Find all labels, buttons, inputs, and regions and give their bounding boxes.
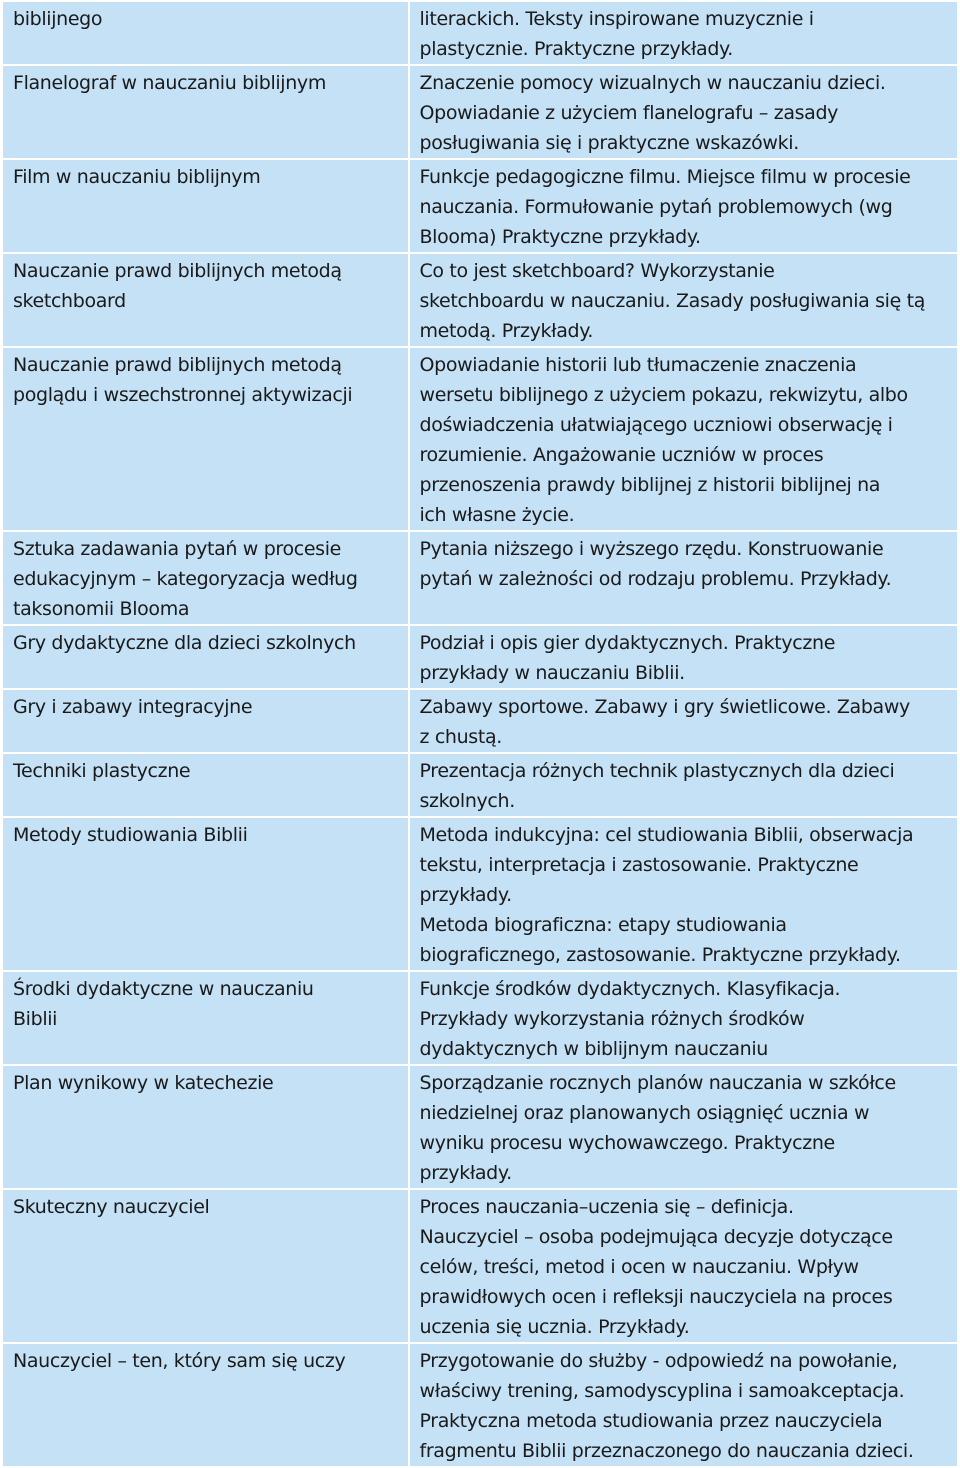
topic-cell: Nauczanie prawd biblijnych metodą sketchboard [2,253,409,347]
description-cell: Opowiadanie historii lub tłumaczenie znaczenia wersetu biblijnego z użyciem pokazu, rekwizytu, albo doświadczenia ułatwiającego uczniowi obserwację i rozumienie. Angażowanie uczniów w proces przenoszenia prawdy biblijnej z historii biblijnej na ich własne życie. [409,347,959,531]
table-row [2,817,958,971]
description-cell: Sporządzanie rocznych planów nauczania w szkółce niedzielnej oraz planowanych osiągnięć ucznia w wyniku procesu wychowawczego. Praktyczne przykłady. [409,1065,959,1189]
topic-cell: Plan wynikowy w katechezie [2,1065,409,1189]
topic-cell: Flanelograf w nauczaniu biblijnym [2,65,409,159]
description-cell: Co to jest sketchboard? Wykorzystanie sketchboardu w nauczaniu. Zasady posługiwania się tą metodą. Przykłady. [409,253,959,347]
description-cell: Znaczenie pomocy wizualnych w nauczaniu dzieci. Opowiadanie z użyciem flanelografu – zasady posługiwania się i praktyczne wskazówki. [409,65,959,159]
topic-cell: Nauczanie prawd biblijnych metodą poglądu i wszechstronnej aktywizacji [2,347,409,531]
table-row [2,753,958,817]
topic-cell: Techniki plastyczne [2,753,409,817]
description-cell: Proces nauczania–uczenia się – definicja. Nauczyciel – osoba podejmująca decyzje dotyczące celów, treści, metod i ocen w nauczaniu. Wpływ prawidłowych ocen i refleksji nauczyciela na proces uczenia się ucznia. Przykłady. [409,1189,959,1343]
table-row [2,1189,958,1343]
topic-cell: Gry dydaktyczne dla dzieci szkolnych [2,625,409,689]
table-row [2,971,958,1065]
topic-cell: Metody studiowania Biblii [2,817,409,971]
description-cell: Funkcje środków dydaktycznych. Klasyfikacja. Przykłady wykorzystania różnych środków dydaktycznych w biblijnym nauczaniu [409,971,959,1065]
description-cell: Metoda indukcyjna: cel studiowania Biblii, obserwacja tekstu, interpretacja i zastosowanie. Praktyczne przykłady. Metoda biograficzna: etapy studiowania biograficznego, zastosowanie. Praktyczne przykłady. [409,817,959,971]
topic-cell: Nauczyciel – ten, który sam się uczy [2,1343,409,1467]
table-row [2,159,958,253]
table-row [2,1065,958,1189]
description-cell: Prezentacja różnych technik plastycznych dla dzieci szkolnych. [409,753,959,817]
table-row [2,531,958,625]
topic-cell: Gry i zabawy integracyjne [2,689,409,753]
topic-cell: Skuteczny nauczyciel [2,1189,409,1343]
table-row [2,347,958,531]
description-cell: literackich. Teksty inspirowane muzycznie i plastycznie. Praktyczne przykłady. [409,1,959,65]
topic-cell: biblijnego [2,1,409,65]
description-cell: Pytania niższego i wyższego rzędu. Konstruowanie pytań w zależności od rodzaju problemu. Przykłady. [409,531,959,625]
table-row [2,689,958,753]
table-row [2,65,958,159]
table-row [2,1,958,65]
course-table [1,0,959,1468]
table-row [2,1343,958,1467]
description-cell: Podział i opis gier dydaktycznych. Praktyczne przykłady w nauczaniu Biblii. [409,625,959,689]
topic-cell: Sztuka zadawania pytań w procesie edukacyjnym – kategoryzacja według taksonomii Blooma [2,531,409,625]
table-row [2,625,958,689]
topic-cell: Film w nauczaniu biblijnym [2,159,409,253]
description-cell: Zabawy sportowe. Zabawy i gry świetlicowe. Zabawy z chustą. [409,689,959,753]
description-cell: Przygotowanie do służby - odpowiedź na powołanie, właściwy trening, samodyscyplina i samoakceptacja. Praktyczna metoda studiowania przez nauczyciela fragmentu Biblii przeznaczonego do nauczania dzieci. [409,1343,959,1467]
topic-cell: Środki dydaktyczne w nauczaniu Biblii [2,971,409,1065]
description-cell: Funkcje pedagogiczne filmu. Miejsce filmu w procesie nauczania. Formułowanie pytań problemowych (wg Blooma) Praktyczne przykłady. [409,159,959,253]
table-row [2,253,958,347]
